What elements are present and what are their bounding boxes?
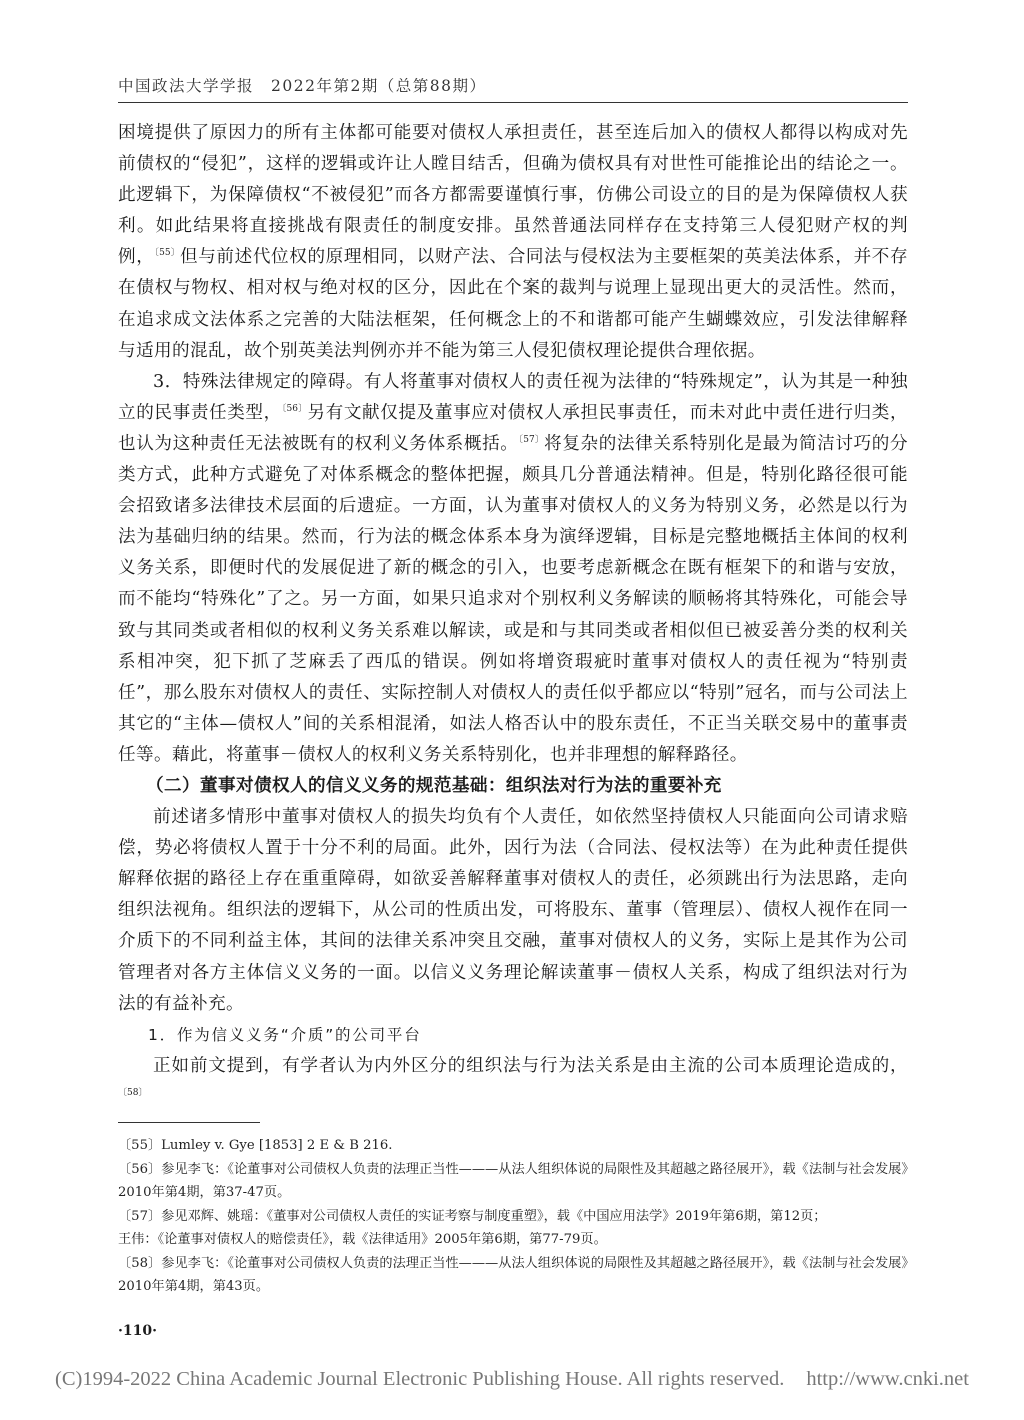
article-body [118, 118, 908, 1113]
footnote-56: 〔56〕参见李飞：《论董事对公司债权人负责的法理正当性———从法人组织体说的局限性及其超越之路径展开》，载《法制与社会发展》2010年第4期，第37-47页。 [118, 1161, 908, 1200]
running-header [118, 74, 908, 100]
page-number: ·110· [118, 1323, 157, 1339]
body-paragraph-3: 前述诸多情形中董事对债权人的损失均负有个人责任，如依然坚持债权人只能面向公司请求赔偿，势必将债权人置于十分不利的局面。此外，因行为法（合同法、侵权法等）在为此种责任提供解释依据的路径上存在重重障碍，如欲妥善解释董事对债权人的责任，必须跳出行为法思路，走向组织法视角。组织法的逻辑下，从公司的性质出发，可将股东、董事（管理层）、债权人视作在同一介质下的不同利益主体，其间的法律关系冲突且交融，董事对债权人的义务，实际上是其作为公司管理者对各方主体信义义务的一面。以信义义务理论解读董事－债权人关系，构成了组织法对行为法的有益补充。 [118, 807, 908, 1014]
body-paragraph-2: 3．特殊法律规定的障碍。有人将董事对债权人的责任视为法律的“特殊规定”，认为其是一种独立的民事责任类型，$^{〔56〕}$另有文献仅提及董事应对债权人承担民事责任，而未对此中责任进行归类，也认为这种责任无法被既有的权利义务体系概括。$^{〔57〕}$将复杂的法律关系特别化是最为简洁讨巧的分类方式，此种方式避免了对体系概念的整体把握，颇具几分普通法精神。但是，特别化路径很可能会招致诸多法律技术层面的后遗症。一方面，认为董事对债权人的义务为特别义务，必然是以行为法为基础归纳的结果。然而，行为法的概念体系本身为演绎逻辑，目标是完整地概括主体间的权利义务关系，即便时代的发展促进了新的概念的引入，也要考虑新概念在既有框架下的和谐与安放，而不能均“特殊化”了之。另一方面，如果只追求对个别权利义务解读的顺畅将其特殊化，可能会导致与其同类或者相似的权利义务关系难以解读，或是和与其同类或者相似但已被妥善分类的权利关系相冲突，犯下抓了芝麻丢了西瓜的错误。例如将增资瑕疵时董事对债权人的责任视为“特别责任”，那么股东对债权人的责任、实际控制人对债权人的责任似乎都应以“特别”冠名，而与公司法上其它的“主体—债权人”间的关系相混淆，如法人格否认中的股东责任，不正当关联交易中的董事责任等。藉此，将董事－债权人的权利义务关系特别化，也并非理想的解释路径。 [118, 371, 908, 765]
copyright-url[interactable]: http://www.cnki.net [806, 1368, 969, 1390]
footnotes [118, 1134, 908, 1299]
footnote-57: 〔57〕参见邓辉、姚瑶：《董事对公司债权人责任的实证考察与制度重塑》，载《中国应用法学》2019年第6期，第12页； 王伟：《论董事对债权人的赔偿责任》，载《法律适用》2005年第6期，第77-79页。 [118, 1208, 827, 1247]
copyright-text: (C)1994-2022 China Academic Journal Electronic Publishing House. All rights reserved. [55, 1368, 785, 1390]
header-rule [118, 102, 908, 103]
footnote-rule [118, 1122, 260, 1123]
copyright-notice [0, 1368, 1024, 1391]
body-paragraph-1: 困境提供了原因力的所有主体都可能要对债权人承担责任，甚至连后加入的债权人都得以构成对先前债权的“侵犯”，这样的逻辑或许让人瞠目结舌，但确为债权具有对世性可能推论出的结论之一。此逻辑下，为保障债权“不被侵犯”而各方都需要谨慎行事，仿佛公司设立的目的是为保障债权人获利。如此结果将直接挑战有限责任的制度安排。虽然普通法同样存在支持第三人侵犯财产权的判例，$^{〔55〕}$但与前述代位权的原理相同，以财产法、合同法与侵权法为主要框架的英美法体系，并不存在债权与物权、相对权与绝对权的区分，因此在个案的裁判与说理上显现出更大的灵活性。然而，在追求成文法体系之完善的大陆法框架，任何概念上的不和谐都可能产生蝴蝶效应，引发法律解释与适用的混乱，故个别英美法判例亦并不能为第三人侵犯债权理论提供合理依据。 [118, 123, 908, 361]
body-paragraph-4: 正如前文提到，有学者认为内外区分的组织法与行为法关系是由主流的公司本质理论造成的，$^{〔58〕}$ [118, 1055, 908, 1098]
section-heading: （二）董事对债权人的信义义务的规范基础：组织法对行为法的重要补充 [146, 775, 722, 796]
footnote-ref-55[interactable]: 〔55〕 [154, 248, 181, 259]
footnote-55: 〔55〕Lumley v. Gye [1853] 2 E & B 216. [118, 1138, 393, 1153]
footnote-ref-57[interactable]: 〔57〕 [518, 434, 545, 445]
subsection-heading: 1．作为信义义务“介质”的公司平台 [148, 1025, 422, 1044]
footnote-ref-56[interactable]: 〔56〕 [281, 403, 308, 414]
running-header-text: 中国政法大学学报 2022年第2期（总第88期） [118, 77, 487, 95]
footnote-ref-58[interactable]: 〔58〕 [118, 1087, 148, 1098]
footnote-58: 〔58〕参见李飞：《论董事对公司债权人负责的法理正当性———从法人组织体说的局限性及其超越之路径展开》，载《法制与社会发展》2010年第4期，第43页。 [118, 1255, 908, 1294]
